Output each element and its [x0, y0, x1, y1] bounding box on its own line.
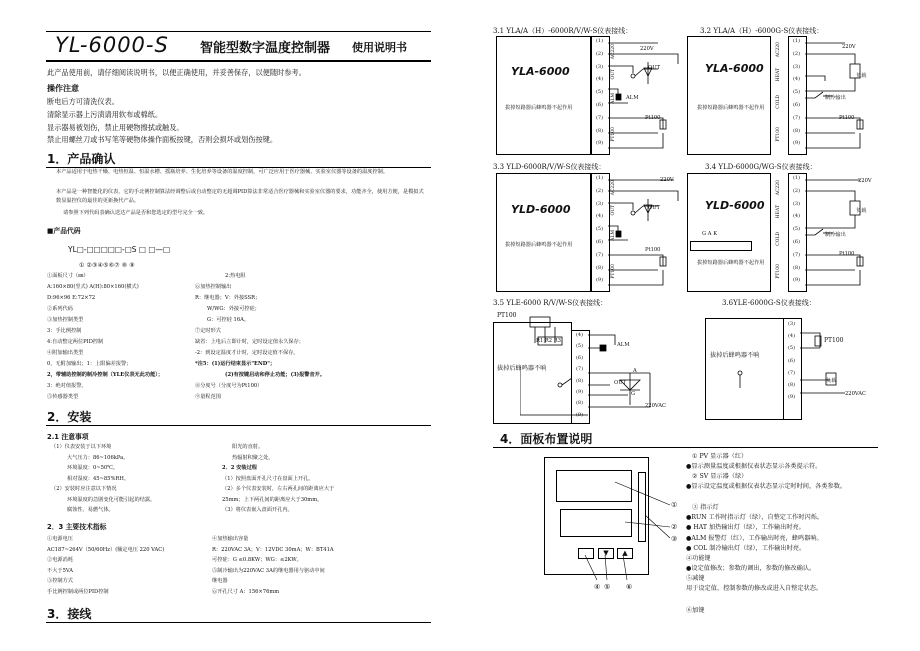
spec-right-col	[212, 535, 334, 598]
terminal-label: (8)	[575, 377, 584, 384]
terminal-label: (3)	[787, 321, 796, 327]
terminal-label: (2)	[595, 50, 604, 57]
s1-para3: 请参照下列代码表确认送达产品是否和您选定的型号完全一致。	[63, 210, 209, 216]
s2-sub3: 2．3 主要技术指标	[47, 523, 107, 531]
s2-right-line: 阳光的直射。	[232, 444, 264, 450]
side-label-out: OUT	[611, 69, 616, 80]
wiring-lines	[805, 173, 875, 291]
spec-right-line: 可控硅：G ≤0.8KW；WG：≤2KW。	[212, 557, 302, 563]
terminal-label: (6)	[595, 238, 604, 245]
increase-key[interactable]: ▲	[617, 548, 633, 559]
panel-desc-line: ⑤减键	[686, 575, 705, 583]
wiring-3-6-title: 3.6YLE-6000G-S仪表接线：	[722, 299, 816, 307]
terminal-label: (8)	[575, 400, 584, 407]
g-label: G	[631, 391, 636, 397]
terminal-label: (5)	[787, 345, 796, 352]
callout-lines	[575, 480, 678, 590]
terminal-label: (1)	[595, 175, 604, 181]
decrease-key[interactable]: ▼	[598, 548, 614, 559]
code-left-col	[47, 272, 163, 404]
side-label-ac: AC220	[611, 44, 616, 60]
wiring-3-1-title: 3.1 YLA/A（H）-6000R/V/W-S仪表接线：	[493, 27, 633, 35]
code-heading: ■产品代码	[47, 227, 81, 235]
spec-left-line: ③控制方式	[47, 578, 73, 584]
code-right-line: (2)有按键启动和停止功能；(3)报警音开。	[225, 372, 326, 378]
side-label-heat: HEAT	[776, 68, 781, 82]
terminal-label: (4)	[787, 333, 796, 340]
code-right-col	[195, 272, 325, 404]
s2-left-line: 腐蚀性、易燃气体。	[67, 507, 114, 513]
terminal-label: (4)	[792, 213, 801, 220]
code-left-line: 4:自动整定两位PID控制	[47, 339, 104, 345]
terminal-label: (6)	[787, 357, 796, 364]
s2-right-line: （3）将仪表嵌入盘面开孔内。	[222, 507, 293, 513]
terminal-label: (7)	[575, 366, 584, 373]
model-label: YLD-6000	[705, 199, 765, 212]
terminal-label: (4)	[575, 332, 584, 338]
pt100-top-label: PT100	[497, 312, 517, 319]
spec-left-col	[47, 535, 164, 598]
code-left-line: ⑤传感器类型	[47, 394, 79, 400]
section-rule	[46, 425, 431, 426]
terminal-label: (5)	[792, 89, 801, 96]
section-1-heading: 1．产品确认	[47, 152, 116, 166]
gak-terminals	[690, 241, 752, 251]
callout-5: ⑤	[604, 582, 611, 591]
wiring-lines	[520, 315, 690, 425]
header-top-rule	[46, 31, 431, 32]
side-label-alm: ALM	[611, 93, 616, 104]
header-model: YL-6000-S	[55, 33, 169, 57]
terminal-label: (7)	[595, 251, 604, 258]
wiring-3-4-title: 3.4 YLD-6000G/WG-S仪表接线：	[705, 163, 817, 171]
terminal-label: (8)	[787, 381, 796, 388]
side-label-cold: COLD	[776, 232, 781, 246]
s2-right-line: （1）按照盘面开孔尺寸在盘面上开孔。	[222, 475, 314, 482]
code-right-line: W/WG：外接可控硅；	[207, 306, 260, 312]
code-right-line: ⑨量程范围	[195, 394, 221, 400]
side-label-ac: AC220	[611, 180, 616, 196]
buzzer-note: 拔掉短路器后蜂鸣器不起作用	[505, 242, 573, 248]
terminal-label: (4)	[595, 213, 604, 220]
terminal-label: (1)	[595, 38, 604, 44]
code-right-line: ⑦定时形式	[195, 328, 221, 334]
code-left-line: A:160×80(竖式) A(H):80×160(横式)	[47, 284, 139, 290]
s2-left-line: （1）仪表安装于以下环境	[51, 444, 112, 450]
terminal-label: (5)	[595, 226, 604, 233]
panel-desc-line: ●ALM 报警灯（红），工作输出时亮，蜂鸣器响。	[686, 534, 823, 542]
alm-label: ALM	[626, 95, 639, 101]
terminal-label: (4)	[792, 76, 801, 83]
side-label-alm: ALM	[611, 230, 616, 241]
pt100-label: Pt100	[645, 115, 661, 121]
spec-left-line: 不大于5VA	[47, 567, 74, 574]
side-label-pt: PT100	[611, 264, 616, 279]
panel-desc-line: ●显示设定温度或根据仪表状态显示定时时间，各类参数。	[686, 482, 847, 490]
voltage-label: 220V	[640, 46, 654, 52]
code-left-line: D:96×96 E:72×72	[47, 295, 96, 301]
terminal-label: (7)	[792, 251, 801, 258]
callout-3: ③	[671, 534, 678, 543]
section-3-heading: 3．接线	[47, 607, 92, 621]
spec-right-line: ④加热输出容量	[212, 536, 249, 542]
side-label-pt: PT100	[776, 264, 781, 279]
s2-sub1: 2.1 注意事项	[47, 433, 89, 441]
intro-text: 此产品使用前，请仔细阅读说明书，以便正确使用，并妥善保存，以便随时参考。	[47, 68, 306, 77]
notice-line: 清除显示器上污渍请用软布或棉纸。	[47, 110, 163, 119]
terminal-label: (8)	[595, 264, 604, 271]
terminal-numbers	[572, 332, 587, 423]
model-label: YLA-6000	[705, 62, 764, 75]
terminal-label: (6)	[595, 101, 604, 108]
pt100-label: PT100	[824, 337, 844, 344]
panel-desc-line: ② SV 显示器（绿）	[692, 473, 748, 481]
code-left-line: 3：绝对值报警。	[47, 383, 87, 389]
panel-desc-line: ●显示测量温度或根据仪表状态显示各类提示符。	[686, 463, 822, 471]
header-subtitle: 使用说明书	[352, 41, 407, 54]
terminal-label: (8)	[792, 264, 801, 271]
wiring-lines	[805, 36, 875, 154]
callout-2: ②	[671, 522, 678, 531]
panel-desc-line: ●设定值修改；参数的调出，参数的修改确认。	[686, 565, 816, 573]
buzzer-note: 拔掉短路器后蜂鸣器不起作用	[697, 260, 765, 266]
panel-desc-line: ④功能键	[686, 554, 711, 562]
buzzer-note: 拔掉后蜂鸣器不响	[497, 365, 547, 372]
side-label-ac: AC220	[776, 42, 781, 58]
voltage-label: 220V	[858, 178, 872, 184]
code-right-line: ⑧分度号（分度号为Pt100）	[195, 383, 263, 389]
s2-left-line: 相对湿度：45~85%RH。	[67, 475, 130, 482]
side-label-out: OUT	[611, 205, 616, 216]
code-index: ① ②③④⑤⑥⑦ ⑧ ⑨	[79, 262, 135, 269]
terminal-label: (5)	[595, 89, 604, 96]
pt100-label: Pt100	[645, 247, 661, 253]
notice-line: 断电后方可清洗仪表。	[47, 97, 119, 106]
code-left-line: ④附加输出类型	[47, 350, 84, 356]
s2-right-line: 2．2 安装过程	[222, 465, 257, 471]
panel-desc-line: ⑥加键	[686, 607, 705, 615]
code-left-line: 2，带辅助控制的制冷控制（YLE仪表无此功能）；	[47, 372, 164, 378]
s2-right-line: （2）多个仪表安装时，左右两孔间的距离应大于	[222, 486, 335, 492]
terminal-label: (9)	[787, 394, 796, 401]
spec-right-line: R：220VAC 3A；V：12VDC 30mA；W：BT41A	[212, 546, 334, 553]
wiring-3-3-title: 3.3 YLD-6000R/V/W-S仪表接线：	[493, 163, 606, 171]
spec-right-line: ⑤制冷输出为220VAC 3A的继电器用与驱动中间	[212, 567, 325, 574]
voltage-label: 220VAC	[845, 391, 867, 397]
terminal-label: (5)	[575, 343, 584, 350]
spec-left-line: 手比例控制或两位PID控制	[47, 588, 109, 595]
terminal-label: (9)	[575, 388, 584, 395]
model-label: YLA-6000	[511, 65, 570, 78]
terminal-label: (7)	[787, 369, 796, 376]
callout-6: ⑥	[626, 582, 633, 591]
spec-left-line: ①电源电压	[47, 536, 73, 542]
terminal-label: (6)	[792, 101, 801, 108]
terminal-label: (3)	[595, 63, 604, 70]
code-right-line: *注5：(1)运行结束显示"END"；	[195, 361, 276, 367]
terminal-label: (8)	[595, 127, 604, 134]
callout-4: ④	[594, 582, 601, 591]
s2-left-line: （2）安装时应注意以下情况	[51, 486, 117, 492]
terminal-label: (9)	[595, 277, 604, 284]
code-right-line: 缺省：上电后立即计时，定时设定值永久保存；	[195, 339, 304, 345]
terminal-label: (2)	[595, 187, 604, 194]
terminal-label: (6)	[792, 238, 801, 245]
terminal-label: (1)	[792, 38, 801, 44]
code-left-line: ②系列代码	[47, 306, 73, 312]
s2-right-line: 热辐射积聚之处。	[232, 454, 274, 461]
code-right-line: ⑥加热控制输出	[195, 284, 232, 290]
side-label-pt: PT100	[611, 127, 616, 142]
controller-box	[496, 173, 591, 292]
panel-description	[686, 451, 876, 616]
section-rule	[46, 622, 431, 623]
terminal-label: (2)	[792, 187, 801, 194]
code-right-line: R：继电器；V：外接SSR；	[195, 295, 261, 301]
terminal-label: (3)	[792, 63, 801, 70]
alm-label: ALM	[617, 342, 630, 348]
section-2-heading: 2．安装	[47, 410, 92, 424]
terminal-label: (3)	[595, 200, 604, 207]
panel-desc-line: 用于设定值、控制参数的修改或进入自整定状态。	[686, 585, 823, 593]
controller-box	[687, 173, 771, 292]
wiring-lines	[608, 173, 684, 291]
terminal-label: (3)	[792, 200, 801, 207]
section-rule	[493, 447, 878, 448]
s2-right-line: 25mm；上下两孔间的距离应大于30mm。	[222, 496, 323, 503]
s1-para1: 本产品适用于电热干燥、电热恒温、恒温水槽、摇瓶培养、生化培养等设备的温度控制，可广泛应用于医疗器械、实验室仪器等设备的温度控制。	[56, 169, 389, 175]
side-label-ac: AC220	[776, 180, 781, 196]
terminal-label: (5)	[792, 226, 801, 233]
section-4-heading: 4．面板布置说明	[500, 432, 593, 446]
voltage-label: 220V	[842, 44, 856, 50]
side-label-pt: PT100	[776, 127, 781, 142]
side-label-cold: COLD	[776, 95, 781, 109]
terminal-numbers	[592, 38, 607, 153]
terminal-label: (8)	[792, 127, 801, 134]
buzzer-note: 拔掉后蜂鸣器不响	[710, 352, 760, 359]
cooling-label: 制冷输出	[825, 95, 846, 101]
load-label: 负载	[856, 208, 867, 214]
panel-desc-line: ① PV 显示器（红）	[692, 453, 748, 460]
code-right-line: G：可控硅 16A。	[207, 317, 250, 323]
gak-label: G A K	[702, 231, 718, 237]
s2-left-line: 环境温度：0~50℃。	[67, 465, 119, 471]
terminal-label: (6)	[575, 354, 584, 361]
header-bottom-rule	[46, 60, 431, 62]
terminal-label: (2)	[792, 50, 801, 57]
pt100-label: Pt100	[839, 251, 855, 257]
header-title: 智能型数字温度控制器	[200, 41, 331, 56]
panel-desc-line: ● COL 制冷输出灯（绿），工作输出时亮。	[686, 544, 806, 552]
terminal-label: (9)	[792, 277, 801, 284]
code-left-line: 0，无附加输出；1：上限偏差报警；	[47, 361, 132, 367]
wiring-3-5-title: 3.5 YLE-6000 R/V/W-S仪表接线：	[493, 299, 608, 307]
voltage-label: 220V	[660, 177, 674, 183]
terminal-numbers	[789, 38, 804, 153]
spec-right-line: 继电器	[212, 578, 228, 584]
wiring-lines	[608, 36, 684, 154]
terminal-numbers	[784, 321, 799, 406]
terminal-label: (4)	[595, 76, 604, 83]
buzzer-note: 拔掉短路器后蜂鸣器不起作用	[505, 105, 573, 111]
code-template: YL□-□□□□□-□S □ □—□	[68, 245, 171, 254]
callout-1: ①	[671, 500, 678, 509]
out-label: OUT	[648, 65, 661, 71]
panel-desc-line: ●RUN 工作时指示灯（绿），自整定工作时闪烁。	[686, 514, 824, 522]
r-labels: R1 R2 R3	[536, 338, 561, 344]
cooling-label: 制冷输出	[825, 232, 846, 238]
s2-right-col	[222, 443, 334, 517]
terminal-numbers	[592, 175, 607, 290]
terminal-label: (1)	[792, 175, 801, 181]
terminal-label: (7)	[595, 114, 604, 121]
spec-left-line: AC187~264V（50/60Hz）(额定电压 220 VAC)	[47, 546, 165, 553]
terminal-numbers	[789, 175, 804, 290]
code-right-line: 2:热电阻	[225, 273, 246, 279]
notice-heading: 操作注意	[47, 84, 79, 93]
spec-right-line: ⑥开孔尺寸 A：156×76mm	[212, 588, 280, 595]
s2-left-line: 环境温度的急剧变化可能引起的结露。	[67, 496, 156, 503]
code-left-line: ③加热控制类型	[47, 317, 84, 323]
load-label: 负载	[826, 378, 837, 384]
load-label: 负载	[856, 73, 867, 79]
terminal-label: (9)	[792, 140, 801, 147]
wiring-3-2-title: 3.2 YLA/A（H）-6000G-S仪表接线：	[700, 27, 824, 35]
notice-line: 禁止用螺丝刀或书写笔等硬物体操作面板按键，否则会损坏或划伤按键。	[47, 135, 278, 144]
code-left-line: 3：手比例控制	[47, 328, 82, 334]
s2-left-line: 大气压力：86~106kPa。	[67, 454, 129, 461]
s1-para2: 本产品是一种智能化的仪表，它的手北例控制算法经调整后或自动整定的无超调PID算法非常适合医疗器械和实验室仪器的要求，功能齐全，使用方便，是模拟式数显温控仪的最佳的更新换代产品。	[56, 189, 424, 204]
out-label: OUT	[614, 380, 627, 386]
controller-box	[496, 36, 591, 155]
terminal-label: (9)	[595, 140, 604, 147]
voltage-label: 220VAC	[645, 403, 667, 409]
model-label: YLD-6000	[511, 203, 571, 216]
side-label-heat: HEAT	[776, 205, 781, 219]
notice-line: 显示器易被划伤，禁止用硬物擦拭或触及。	[47, 123, 184, 132]
buzzer-note: 拔掉短路器后蜂鸣器不起作用	[697, 105, 765, 111]
s2-left-col	[51, 443, 155, 517]
code-left-line: ①面板尺寸（㎜）	[47, 273, 89, 279]
panel-desc-line: ③ 指示灯	[692, 503, 719, 511]
terminal-label: (7)	[792, 114, 801, 121]
spec-left-line: ②电源消耗	[47, 557, 73, 563]
controller-box	[687, 36, 771, 155]
panel-desc-line: ● HAT 加热输出灯（绿），工作输出时亮。	[686, 524, 805, 532]
out-label: OUT	[648, 205, 661, 211]
a-label: A	[633, 368, 637, 374]
code-right-line: -2：到设定温度才计时，定时设定值不保存。	[195, 350, 299, 356]
terminal-label: (9)	[575, 411, 584, 418]
pt100-label: Pt100	[839, 115, 855, 121]
